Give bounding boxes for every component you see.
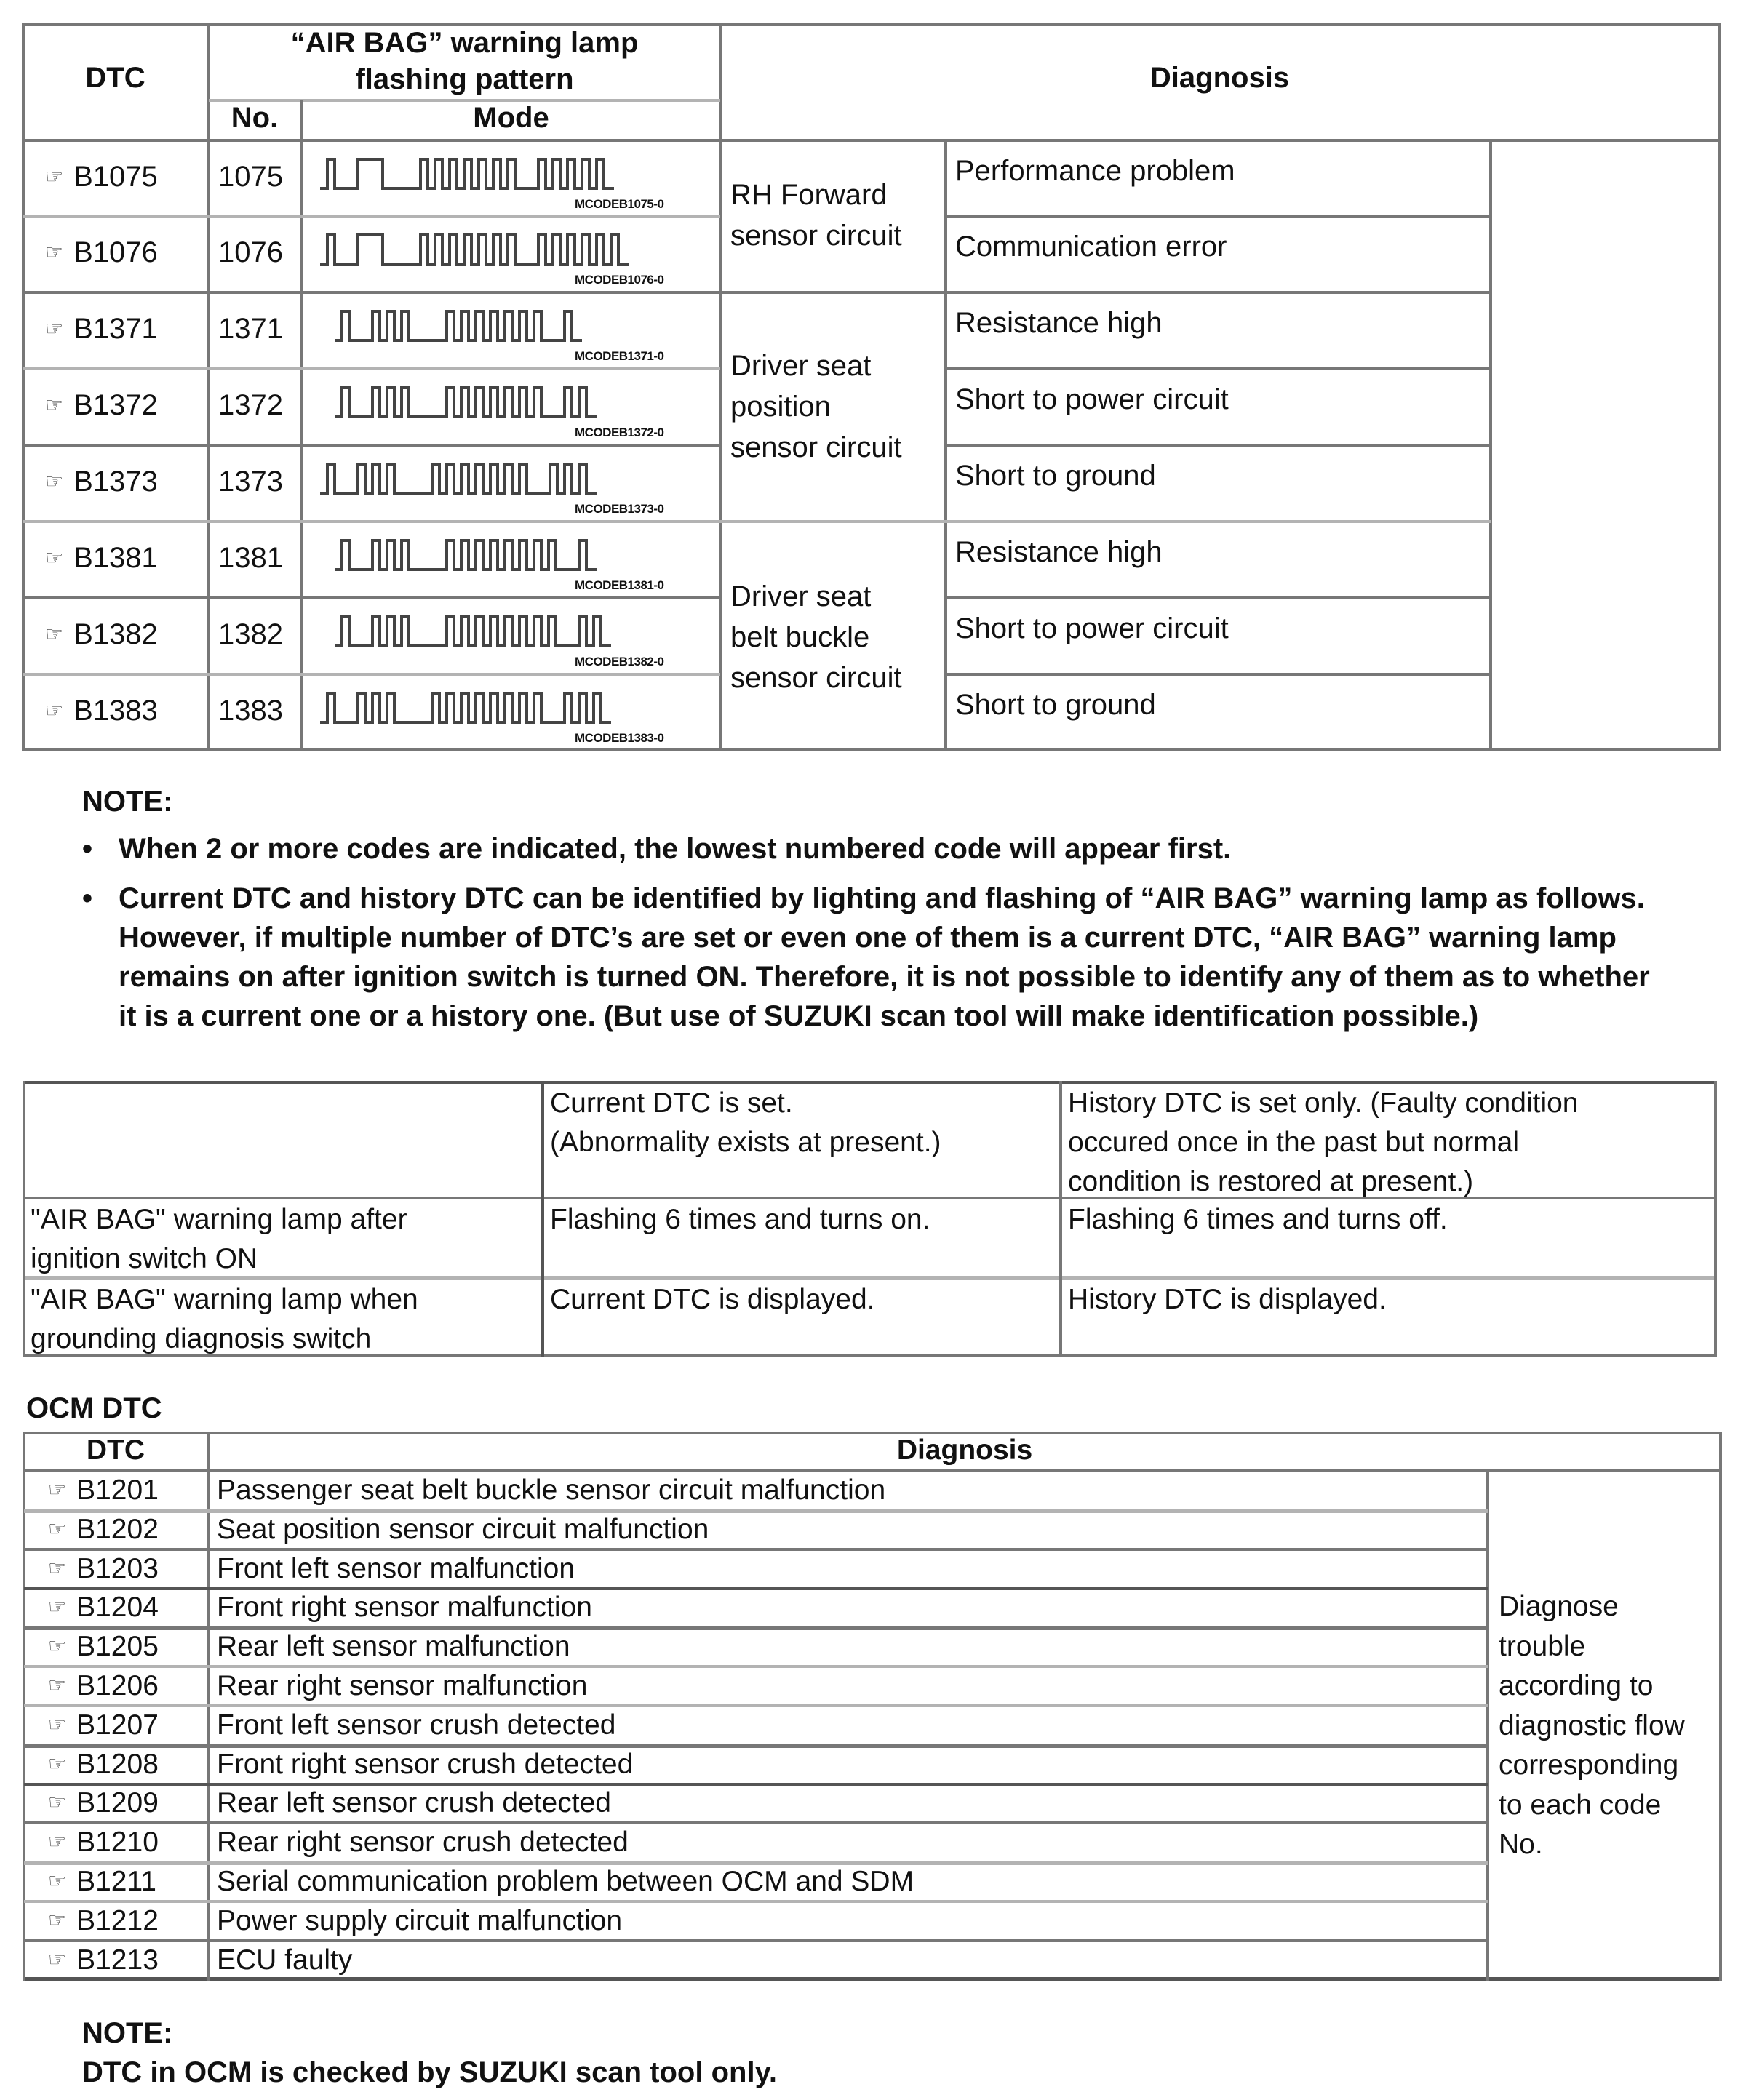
pointing-hand-icon: ☞ xyxy=(45,623,64,645)
dtc-code: B1204 xyxy=(76,1592,159,1623)
row-divider xyxy=(24,1900,1488,1903)
group-line: Driver seat xyxy=(730,580,872,612)
dtc-code: B1371 xyxy=(73,313,158,345)
pointing-hand-icon: ☞ xyxy=(48,1713,67,1736)
note2-text: DTC in OCM is checked by SUZUKI scan tool only. xyxy=(82,2056,777,2088)
dtc-code: B1207 xyxy=(76,1709,159,1741)
ocm-dtc-link[interactable] xyxy=(48,1866,156,1898)
col-divider xyxy=(541,1081,544,1357)
pointing-hand-icon: ☞ xyxy=(48,1674,67,1696)
row-divider xyxy=(946,444,1491,447)
flashing-pattern-waveform-icon xyxy=(335,382,713,426)
pointing-hand-icon: ☞ xyxy=(45,165,64,188)
group-rh-forward xyxy=(730,175,902,256)
dtc-code: B1075 xyxy=(73,161,158,193)
ocm-diagnosis-text: Power supply circuit malfunction xyxy=(217,1905,623,1936)
ocm-header-diagnosis: Diagnosis xyxy=(896,1434,1033,1466)
pointing-hand-icon: ☞ xyxy=(48,1557,67,1579)
header-mode: Mode xyxy=(473,102,549,134)
pointing-hand-icon: ☞ xyxy=(48,1869,67,1892)
dtc-code: B1076 xyxy=(73,236,158,268)
label-line: grounding diagnosis switch xyxy=(31,1323,372,1354)
label-line: "AIR BAG" warning lamp when xyxy=(31,1284,418,1315)
group-line: Driver seat xyxy=(730,350,872,382)
cell-current-switch: Current DTC is displayed. xyxy=(550,1284,875,1315)
pointing-hand-icon: ☞ xyxy=(48,1478,67,1501)
ocm-dtc-link[interactable] xyxy=(48,1944,159,1976)
header-bottom xyxy=(22,139,1721,142)
group-line: sensor circuit xyxy=(730,220,902,252)
waveform-caption: MCODEB1372-0 xyxy=(575,426,664,439)
table-border xyxy=(22,23,25,751)
row-divider xyxy=(23,291,1491,294)
diagnosis-text: Short to ground xyxy=(955,689,1156,721)
ocm-diagnosis-text: Rear right sensor crush detected xyxy=(217,1826,629,1858)
waveform-caption: MCODEB1373-0 xyxy=(575,502,664,516)
col-divider xyxy=(1059,1081,1062,1357)
dtc-code: B1203 xyxy=(76,1553,159,1584)
dtc-code: B1213 xyxy=(76,1944,159,1976)
ocm-dtc-link[interactable] xyxy=(48,1474,159,1506)
pointing-hand-icon: ☞ xyxy=(45,470,64,492)
header-diagnosis: Diagnosis xyxy=(1149,62,1290,94)
bullet-icon: • xyxy=(82,833,93,865)
flashing-pattern-waveform-icon xyxy=(320,229,698,273)
table-border xyxy=(23,1081,25,1357)
ocm-diagnosis-text: Front right sensor malfunction xyxy=(217,1592,592,1623)
header-line: History DTC is set only. (Faulty condition xyxy=(1068,1087,1579,1119)
header-line: condition is restored at present.) xyxy=(1068,1166,1474,1197)
diagnosis-text: Resistance high xyxy=(955,307,1163,339)
dtc-code: B1208 xyxy=(76,1749,159,1780)
pointing-hand-icon: ☞ xyxy=(48,1517,67,1540)
ocm-diagnosis-text: Passenger seat belt buckle sensor circuit malfunction xyxy=(217,1474,886,1506)
ocm-diagnosis-text: Front left sensor crush detected xyxy=(217,1709,616,1741)
diagnosis-text: Communication error xyxy=(955,231,1227,263)
dtc-code: B1201 xyxy=(76,1474,159,1506)
ocm-dtc-link[interactable] xyxy=(48,1670,159,1702)
header-line: Current DTC is set. xyxy=(550,1087,793,1119)
ocm-diagnosis-text: Rear right sensor malfunction xyxy=(217,1670,588,1701)
diagnosis-text: Resistance high xyxy=(955,536,1163,568)
pointing-hand-icon: ☞ xyxy=(45,699,64,722)
table-border xyxy=(22,748,1721,751)
note-bullets xyxy=(82,829,1683,1036)
pointing-hand-icon: ☞ xyxy=(48,1830,67,1853)
row-divider xyxy=(946,367,1491,370)
ocm-diagnosis-text: Serial communication problem between OCM and SDM xyxy=(217,1866,914,1897)
pointing-hand-icon: ☞ xyxy=(45,394,64,416)
dtc-code: B1205 xyxy=(76,1631,159,1662)
ocm-dtc-link[interactable] xyxy=(48,1787,159,1819)
diagnosis-text: Performance problem xyxy=(955,155,1235,187)
col-divider xyxy=(300,100,303,751)
flash-number: 1371 xyxy=(218,313,283,345)
row-divider xyxy=(24,1821,1488,1824)
waveform-caption: MCODEB1371-0 xyxy=(575,349,664,363)
flash-number: 1076 xyxy=(218,236,283,268)
dtc-code: B1206 xyxy=(76,1670,159,1701)
note2-title: NOTE: xyxy=(82,2017,173,2049)
flash-number: 1383 xyxy=(218,695,283,727)
table-border xyxy=(1718,23,1721,751)
table-border xyxy=(23,1977,1722,1981)
dtc-code: B1372 xyxy=(73,389,158,421)
waveform-caption: MCODEB1383-0 xyxy=(575,731,664,745)
note-title: NOTE: xyxy=(82,786,173,818)
dtc-link[interactable] xyxy=(45,695,158,727)
row-divider xyxy=(24,1587,1488,1590)
ocm-diagnosis-text: Rear left sensor malfunction xyxy=(217,1631,570,1662)
col-divider xyxy=(1486,1469,1489,1981)
ocm-diagnosis-text: Rear left sensor crush detected xyxy=(217,1787,611,1818)
pointing-hand-icon: ☞ xyxy=(48,1595,67,1618)
ocm-header-dtc: DTC xyxy=(86,1434,146,1466)
header-history xyxy=(1068,1084,1579,1202)
row-divider xyxy=(24,1939,1488,1942)
dtc-link[interactable] xyxy=(45,313,158,346)
dtc-code: B1381 xyxy=(73,542,158,574)
row-divider xyxy=(23,367,720,370)
bullet-icon: • xyxy=(82,882,93,914)
dtc-code: B1209 xyxy=(76,1787,159,1818)
row-divider xyxy=(946,596,1491,599)
dtc-code: B1211 xyxy=(76,1866,156,1897)
ocm-dtc-link[interactable] xyxy=(48,1553,159,1585)
side-note-line: to each code xyxy=(1499,1789,1662,1821)
label-line: "AIR BAG" warning lamp after xyxy=(31,1204,407,1235)
row-divider xyxy=(946,215,1491,218)
note-bullet-text: Current DTC and history DTC can be identified by lighting and flashing of “AIR BAG” warning lamp as follows. However, if multiple number of DTC’s are set or even one of them is a current DTC, “AIR BAG” warning lamp remains on after ignition switch is turned ON. Therefore, it is not possible to identify any of them as to whether it is a current one or a history one. (But use of SUZUKI scan tool will make identification possible.) xyxy=(119,882,1650,1032)
flashing-pattern-waveform-icon xyxy=(320,687,698,731)
pointing-hand-icon: ☞ xyxy=(45,317,64,340)
side-note-line: trouble xyxy=(1499,1630,1586,1662)
dtc-link[interactable] xyxy=(45,542,158,575)
row-divider xyxy=(24,1861,1488,1865)
flash-number: 1381 xyxy=(218,542,283,574)
group-line: belt buckle xyxy=(730,621,870,653)
row-divider xyxy=(23,673,720,676)
ocm-dtc-link[interactable] xyxy=(48,1514,159,1546)
header-bottom xyxy=(23,1469,1722,1472)
row-divider xyxy=(24,1704,1488,1707)
dtc-code: B1383 xyxy=(73,695,158,727)
flashing-pattern-waveform-icon xyxy=(335,306,713,349)
row-divider xyxy=(946,673,1491,676)
row-divider xyxy=(23,215,720,218)
table-border xyxy=(1714,1081,1717,1357)
dtc-code: B1212 xyxy=(76,1905,159,1936)
flashing-pattern-waveform-icon xyxy=(335,535,713,578)
ocm-diagnosis-text: Front right sensor crush detected xyxy=(217,1749,634,1780)
dtc-link[interactable] xyxy=(45,618,158,651)
col-divider xyxy=(719,23,722,751)
ocm-dtc-link[interactable] xyxy=(48,1709,159,1741)
row-divider xyxy=(23,444,720,447)
ocm-side-note xyxy=(1499,1587,1685,1865)
ocm-dtc-link[interactable] xyxy=(48,1826,159,1859)
header-dtc: DTC xyxy=(85,62,146,94)
note-bullet xyxy=(82,879,1683,1036)
row-divider xyxy=(24,1783,1488,1786)
pointing-hand-icon: ☞ xyxy=(48,1752,67,1775)
dtc-code: B1373 xyxy=(73,466,158,498)
note-bullet-text: When 2 or more codes are indicated, the lowest numbered code will appear first. xyxy=(119,833,1232,865)
diagnosis-text: Short to power circuit xyxy=(955,612,1229,644)
flashing-pattern-waveform-icon xyxy=(320,153,698,197)
row-label-ignition xyxy=(31,1200,407,1279)
cell-current-ignition: Flashing 6 times and turns on. xyxy=(550,1204,930,1235)
cell-history-ignition: Flashing 6 times and turns off. xyxy=(1068,1204,1448,1235)
side-note-line: No. xyxy=(1499,1829,1543,1860)
ocm-dtc-link[interactable] xyxy=(48,1749,159,1781)
flash-number: 1382 xyxy=(218,618,283,650)
header-no: No. xyxy=(231,102,279,134)
waveform-caption: MCODEB1075-0 xyxy=(575,197,664,211)
pointing-hand-icon: ☞ xyxy=(45,546,64,569)
flash-number: 1075 xyxy=(218,161,283,193)
group-seat-belt-buckle xyxy=(730,576,902,698)
row-divider xyxy=(24,1626,1488,1630)
ocm-diagnosis-text: ECU faulty xyxy=(217,1944,353,1976)
pointing-hand-icon: ☞ xyxy=(48,1634,67,1657)
flash-number: 1372 xyxy=(218,389,283,421)
row-divider xyxy=(24,1744,1488,1748)
dtc-code: B1382 xyxy=(73,618,158,650)
side-note-line: corresponding xyxy=(1499,1749,1679,1781)
dtc-link[interactable] xyxy=(45,466,158,498)
note-bullet xyxy=(82,829,1683,869)
ocm-dtc-link[interactable] xyxy=(48,1631,159,1663)
cell-history-switch: History DTC is displayed. xyxy=(1068,1284,1387,1315)
row-divider xyxy=(24,1509,1488,1513)
side-note-line: Diagnose xyxy=(1499,1591,1619,1622)
header-lamp-line2: flashing pattern xyxy=(355,63,574,95)
row-label-diagnosis-switch xyxy=(31,1280,418,1359)
group-line: RH Forward xyxy=(730,179,888,211)
diagnosis-text: Short to power circuit xyxy=(955,383,1229,415)
flashing-pattern-waveform-icon xyxy=(335,611,713,655)
pointing-hand-icon: ☞ xyxy=(48,1909,67,1931)
row-divider xyxy=(24,1548,1488,1551)
group-seat-position xyxy=(730,346,902,468)
ocm-diagnosis-text: Front left sensor malfunction xyxy=(217,1553,575,1584)
dtc-code: B1210 xyxy=(76,1826,159,1858)
waveform-caption: MCODEB1382-0 xyxy=(575,655,664,668)
waveform-caption: MCODEB1381-0 xyxy=(575,578,664,592)
header-lamp-line1: “AIR BAG” warning lamp xyxy=(290,27,639,59)
dtc-link[interactable] xyxy=(45,236,158,269)
group-line: sensor circuit xyxy=(730,662,902,694)
header-current xyxy=(550,1084,941,1162)
ocm-title: OCM DTC xyxy=(26,1392,162,1424)
header-line: (Abnormality exists at present.) xyxy=(550,1127,941,1158)
row-divider xyxy=(23,520,1491,523)
row-divider xyxy=(24,1665,1488,1668)
group-line: position xyxy=(730,391,831,423)
row-divider xyxy=(23,596,720,599)
ocm-dtc-link[interactable] xyxy=(48,1592,159,1624)
ocm-dtc-link[interactable] xyxy=(48,1905,159,1937)
flash-number: 1373 xyxy=(218,466,283,498)
table-border xyxy=(1719,1432,1722,1981)
header-line: occured once in the past but normal xyxy=(1068,1127,1520,1158)
waveform-caption: MCODEB1076-0 xyxy=(575,273,664,287)
dtc-link[interactable] xyxy=(45,389,158,422)
dtc-code: B1202 xyxy=(76,1514,159,1545)
flashing-pattern-waveform-icon xyxy=(320,458,698,502)
pointing-hand-icon: ☞ xyxy=(45,241,64,263)
label-line: ignition switch ON xyxy=(31,1243,258,1274)
ocm-diagnosis-text: Seat position sensor circuit malfunction xyxy=(217,1514,709,1545)
pointing-hand-icon: ☞ xyxy=(48,1791,67,1813)
side-note-line: according to xyxy=(1499,1670,1654,1701)
side-note-line: diagnostic flow xyxy=(1499,1709,1685,1741)
pointing-hand-icon: ☞ xyxy=(48,1948,67,1971)
diagnosis-text: Short to ground xyxy=(955,460,1156,492)
dtc-link[interactable] xyxy=(45,161,158,193)
group-line: sensor circuit xyxy=(730,431,902,463)
